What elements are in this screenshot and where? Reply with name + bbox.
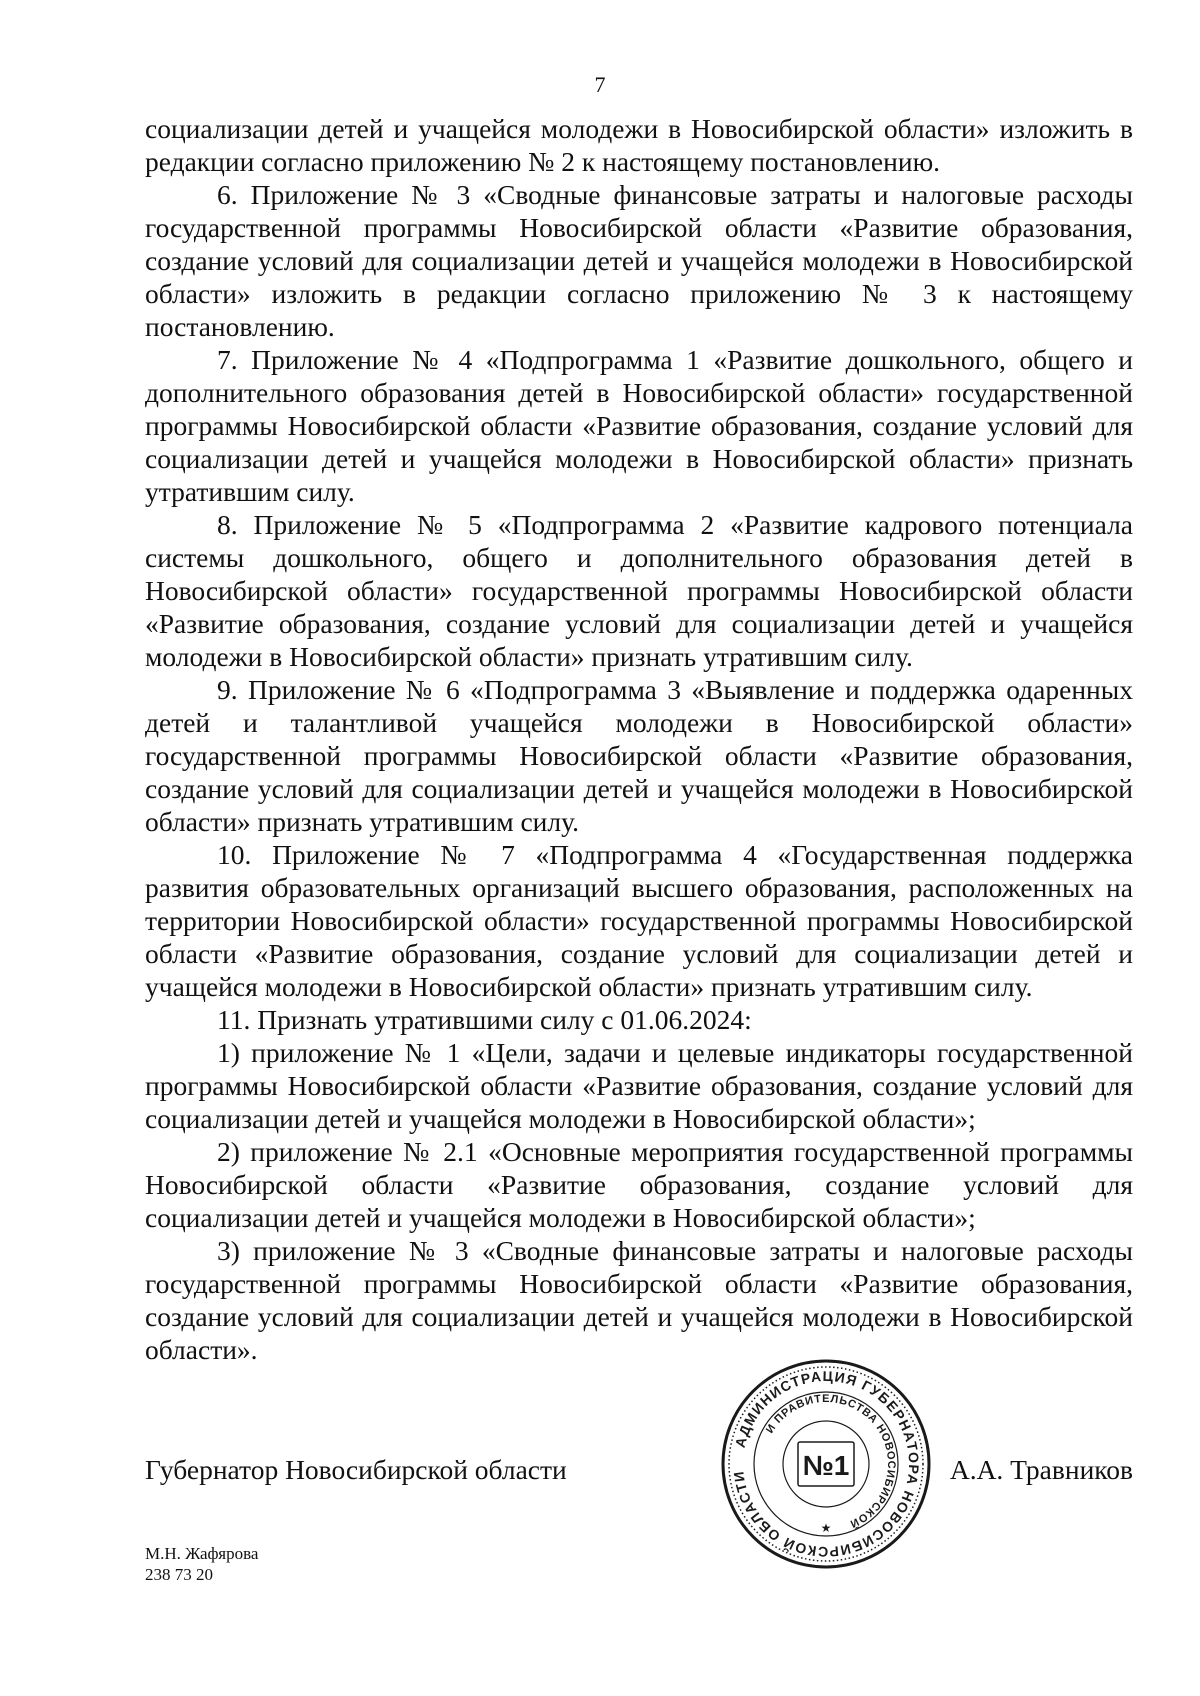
- paragraph: 1) приложение № 1 «Цели, задачи и целевые индикаторы государственной программы Новосибирской области «Развитие образования, создание условий для социализации детей и учащейся молодежи в Новосибирской области»;: [145, 1037, 1133, 1134]
- paragraph: 11. Признать утратившими силу с 01.06.2024:: [217, 1004, 752, 1035]
- paragraph: 10. Приложение № 7 «Подпрограмма 4 «Государственная поддержка развития образовательных организаций высшего образования, расположенных на территории Новосибирской области» государственной программы Новосибирской области «Развитие образования, создание условий для социализации детей и учащейся молодежи в Новосибирской области» признать утратившим силу.: [145, 839, 1133, 1002]
- seal-outer-text: АДМИНИСТРАЦИЯ ГУБЕРНАТОРА НОВОСИБИРСКОЙ ОБЛАСТИ: [730, 1367, 923, 1561]
- paragraph: 3) приложение № 3 «Сводные финансовые затраты и налоговые расходы государственной программы Новосибирской области «Развитие образования, создание условий для социализации детей и учащейся молодежи в Новосибирской области».: [145, 1235, 1133, 1365]
- executor-name: М.Н. Жафярова: [145, 1544, 259, 1563]
- seal-star-icon: ★: [820, 1521, 832, 1535]
- paragraph: 9. Приложение № 6 «Подпрограмма 3 «Выявление и поддержка одаренных детей и талантливой учащейся молодежи в Новосибирской области» государственной программы Новосибирской области «Развитие образования, создание условий для социализации детей и учащейся молодежи в Новосибирской области» признать утратившим силу.: [145, 674, 1133, 837]
- document-body: [145, 112, 1133, 1366]
- paragraph: 2) приложение № 2.1 «Основные мероприятия государственной программы Новосибирской области «Развитие образования, создание условий для социализации детей и учащейся молодежи в Новосибирской области»;: [145, 1136, 1133, 1233]
- paragraph: социализации детей и учащейся молодежи в Новосибирской области» изложить в редакции согласно приложению № 2 к настоящему постановлению.: [145, 113, 1133, 177]
- paragraph: 6. Приложение № 3 «Сводные финансовые затраты и налоговые расходы государственной программы Новосибирской области «Развитие образования, создание условий для социализации детей и учащейся молодежи в Новосибирской области» изложить в редакции согласно приложению № 3 к настоящему постановлению.: [145, 179, 1133, 342]
- executor-info: [145, 1543, 258, 1585]
- signatory-title: Губернатор Новосибирской области: [145, 1454, 567, 1485]
- official-seal: [720, 1358, 932, 1570]
- signatory-name: А.А. Травников: [949, 1454, 1133, 1485]
- page-number: 7: [594, 72, 606, 97]
- seal-number: №1: [802, 1450, 850, 1481]
- paragraph: 7. Приложение № 4 «Подпрограмма 1 «Развитие дошкольного, общего и дополнительного образования детей в Новосибирской области» государственной программы Новосибирской области «Развитие образования, создание условий для социализации детей и учащейся молодежи в Новосибирской области» признать утратившим силу.: [145, 344, 1133, 507]
- executor-phone: 238 73 20: [145, 1565, 213, 1584]
- seal-inner-text: И ПРАВИТЕЛЬСТВА НОВОСИБИРСКОЙ: [763, 1392, 898, 1530]
- paragraph: 8. Приложение № 5 «Подпрограмма 2 «Развитие кадрового потенциала системы дошкольного, общего и дополнительного образования детей в Новосибирской области» государственной программы Новосибирской области «Развитие образования, создание условий для социализации детей и учащейся молодежи в Новосибирской области» признать утратившим силу.: [145, 509, 1133, 672]
